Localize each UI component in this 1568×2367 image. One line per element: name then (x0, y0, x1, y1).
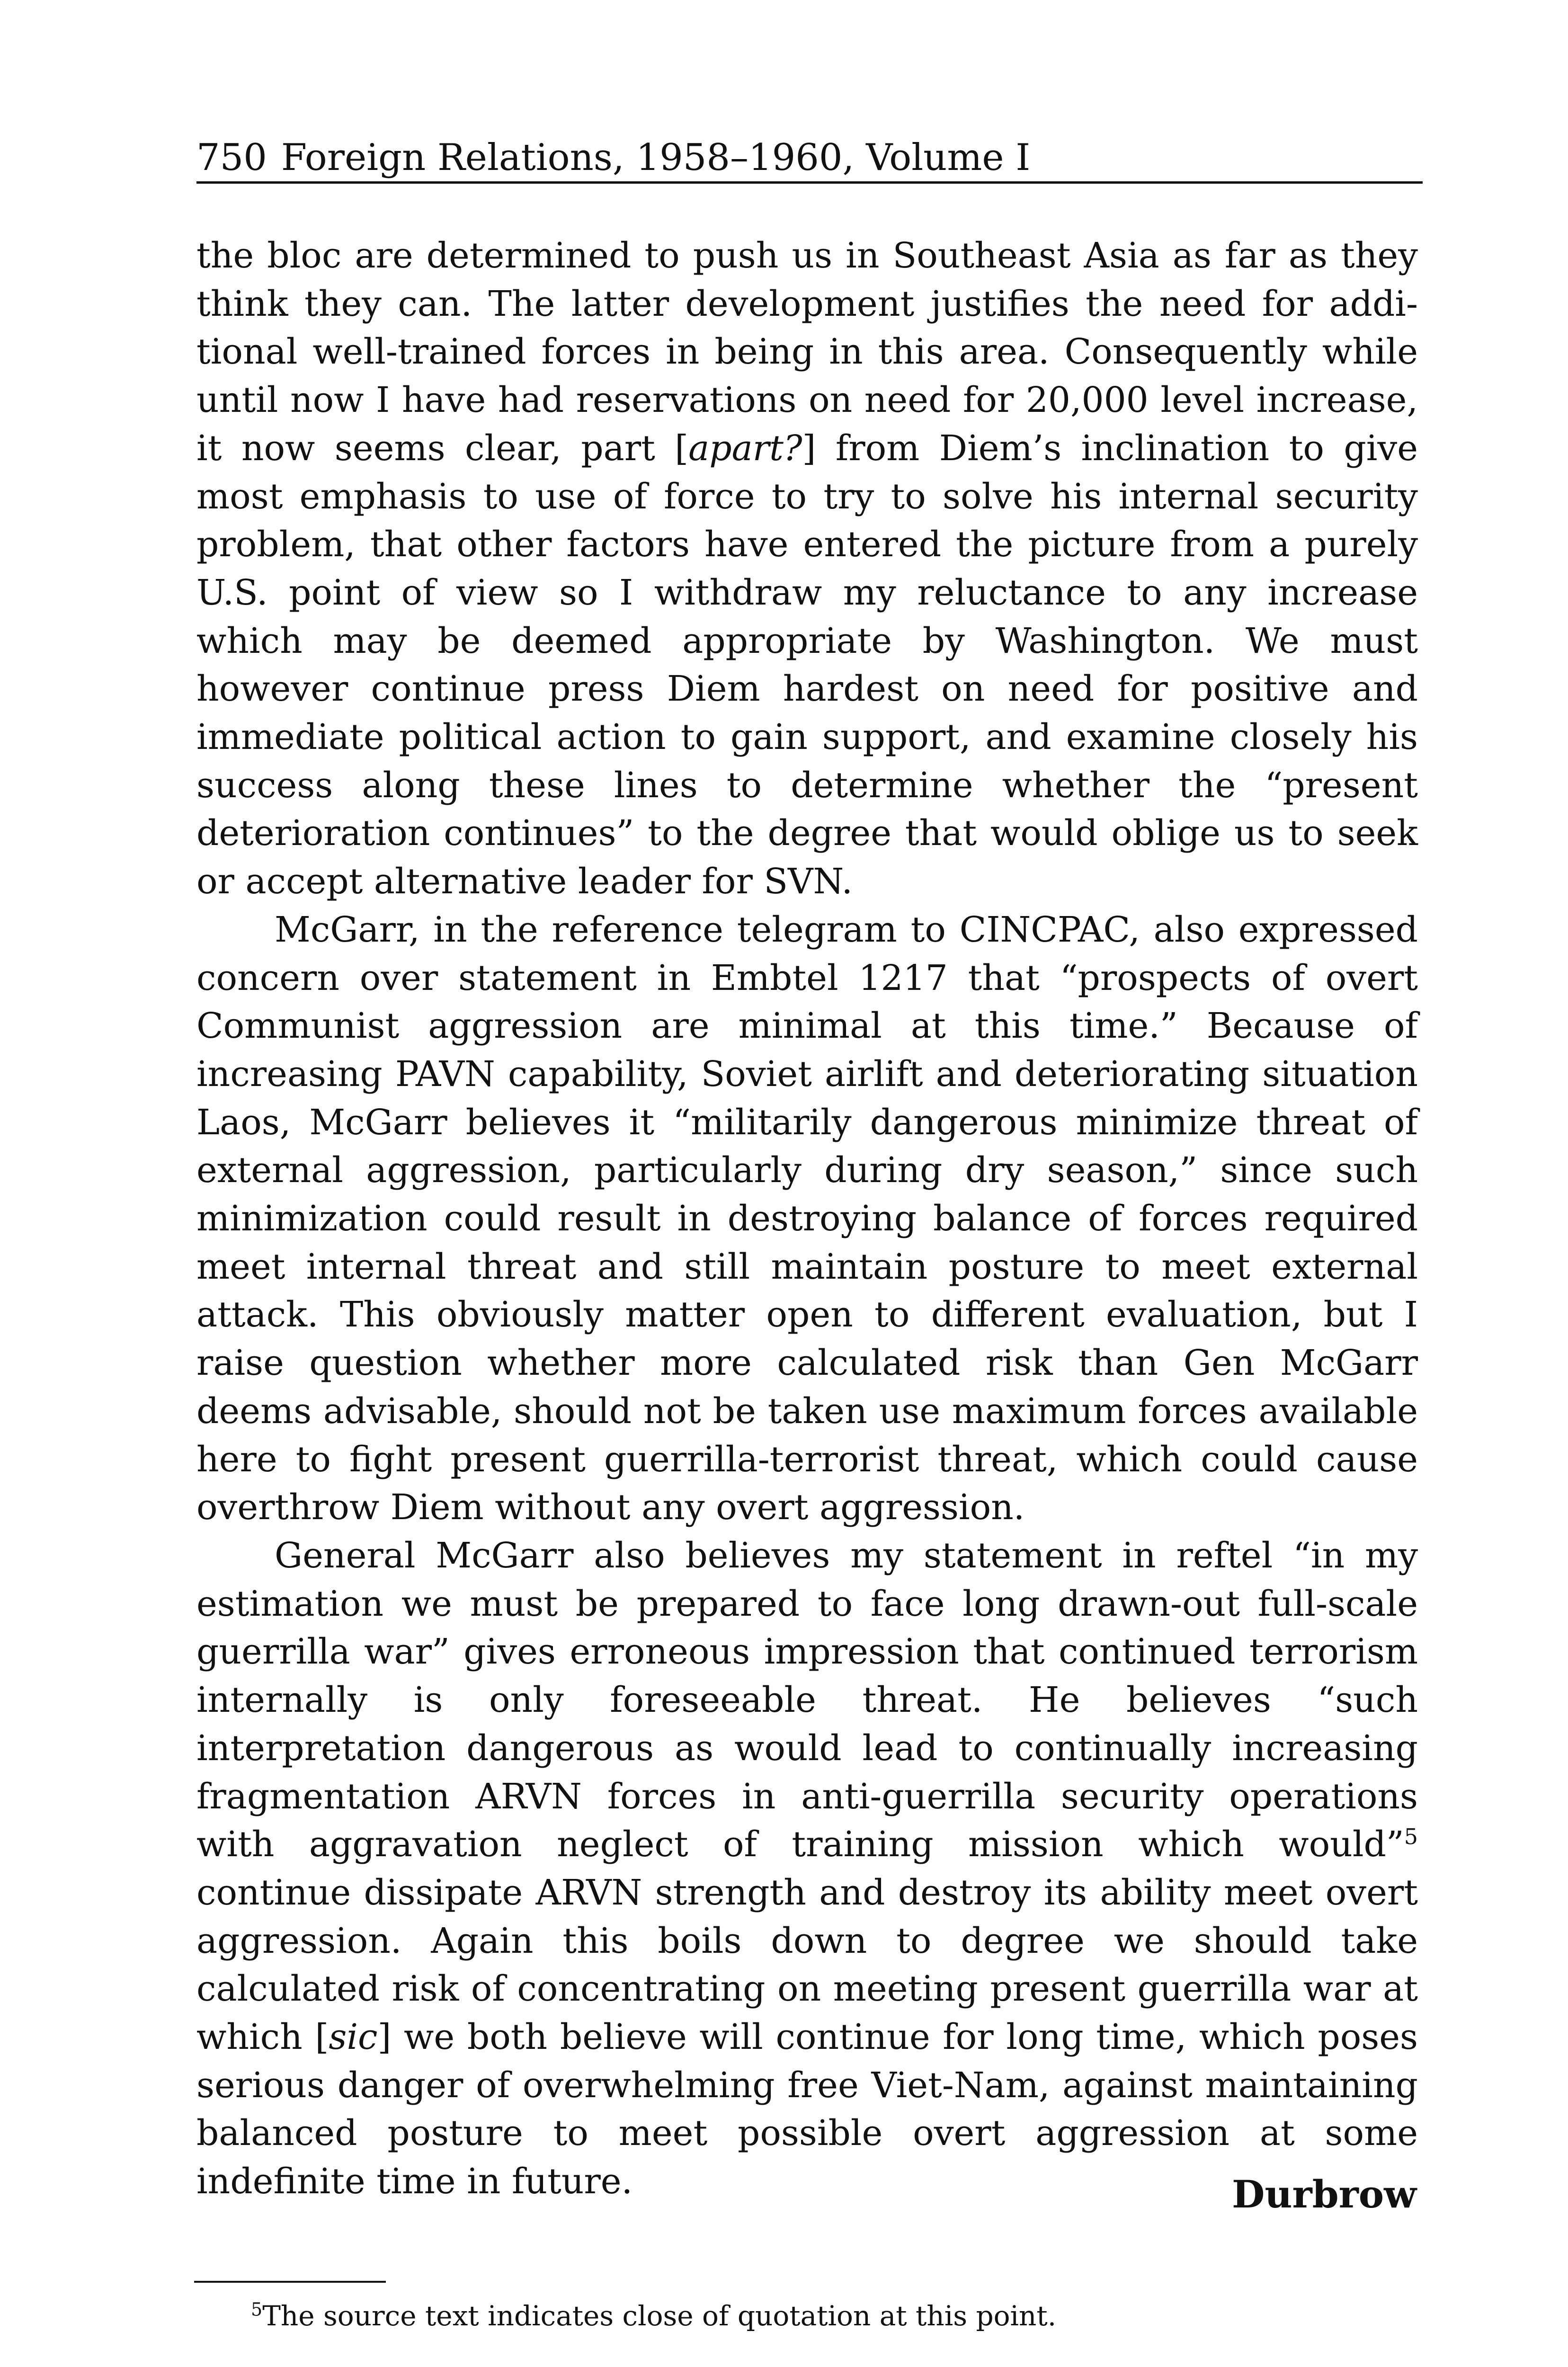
running-header (196, 134, 1423, 184)
footnote (251, 2298, 1056, 2334)
running-title: Foreign Relations, 1958–1960, Volume I (281, 136, 1031, 179)
paragraph: McGarr, in the reference telegram to CINCPAC, also expressed concern over statement in Embtel 1217 that “prospects of overt Communist aggression are minimal at this time.” Because of increasing PAVN capability, Soviet airlift and deteriorating situation Laos, McGarr believes it “militarily dangerous minimize threat of external aggression, particularly during dry season,” since such minimization could result in destroying balance of forces required meet internal threat and still maintain posture to meet external attack. This obviously matter open to different evaluation, but I raise question whether more calculated risk than Gen McGarr deems advisable, should not be taken use maximum forces available here to fight present guerrilla-terrorist threat, which could cause overthrow Diem without any overt aggression. (196, 909, 1418, 1528)
signature: Durbrow (1232, 2172, 1417, 2216)
paragraph: General McGarr also believes my statement in reftel “in my estimation we must be prepared to face long drawn-out full-scale guerrilla war” gives erroneous impression that continued terrorism internally is only foreseeable threat. He believes “such interpretation dangerous as would lead to continually increasing fragmentation ARVN forces in anti-guerrilla security operations with aggravation neglect of training mission which would”$^5$ continue dissipate ARVN strength and destroy its ability meet overt aggression. Again this boils down to degree we should take calculated risk of concentrating on meeting present guerrilla war at which [sic] we both believe will continue for long time, which poses serious danger of overwhelming free Viet-Nam, against maintaining balanced posture to meet possible overt aggression at some indefinite time in future. (196, 1535, 1418, 2202)
footnote-text: The source text indicates close of quotation at this point. (262, 2300, 1057, 2332)
page-number: 750 (196, 136, 267, 179)
paragraph: the bloc are determined to push us in Southeast Asia as far as they think they can. The latter development justifies the need for additional well-trained forces in being in this area. Consequently while until now I have had reservations on need for 20,000 level increase, it now seems clear, part [apart?] from Diem’s inclination to give most emphasis to use of force to try to solve his internal security problem, that other factors have entered the picture from a purely U.S. point of view so I withdraw my reluctance to any increase which may be deemed appropriate by Washington. We must however continue press Diem hardest on need for positive and immediate political action to gain support, and examine closely his success along these lines to determine whether the “present deterioration continues” to the degree that would oblige us to seek or accept alternative leader for SVN. (196, 235, 1418, 902)
document-body (196, 232, 1418, 2206)
footnote-marker: 5 (251, 2299, 263, 2320)
footnote-divider (194, 2281, 386, 2283)
